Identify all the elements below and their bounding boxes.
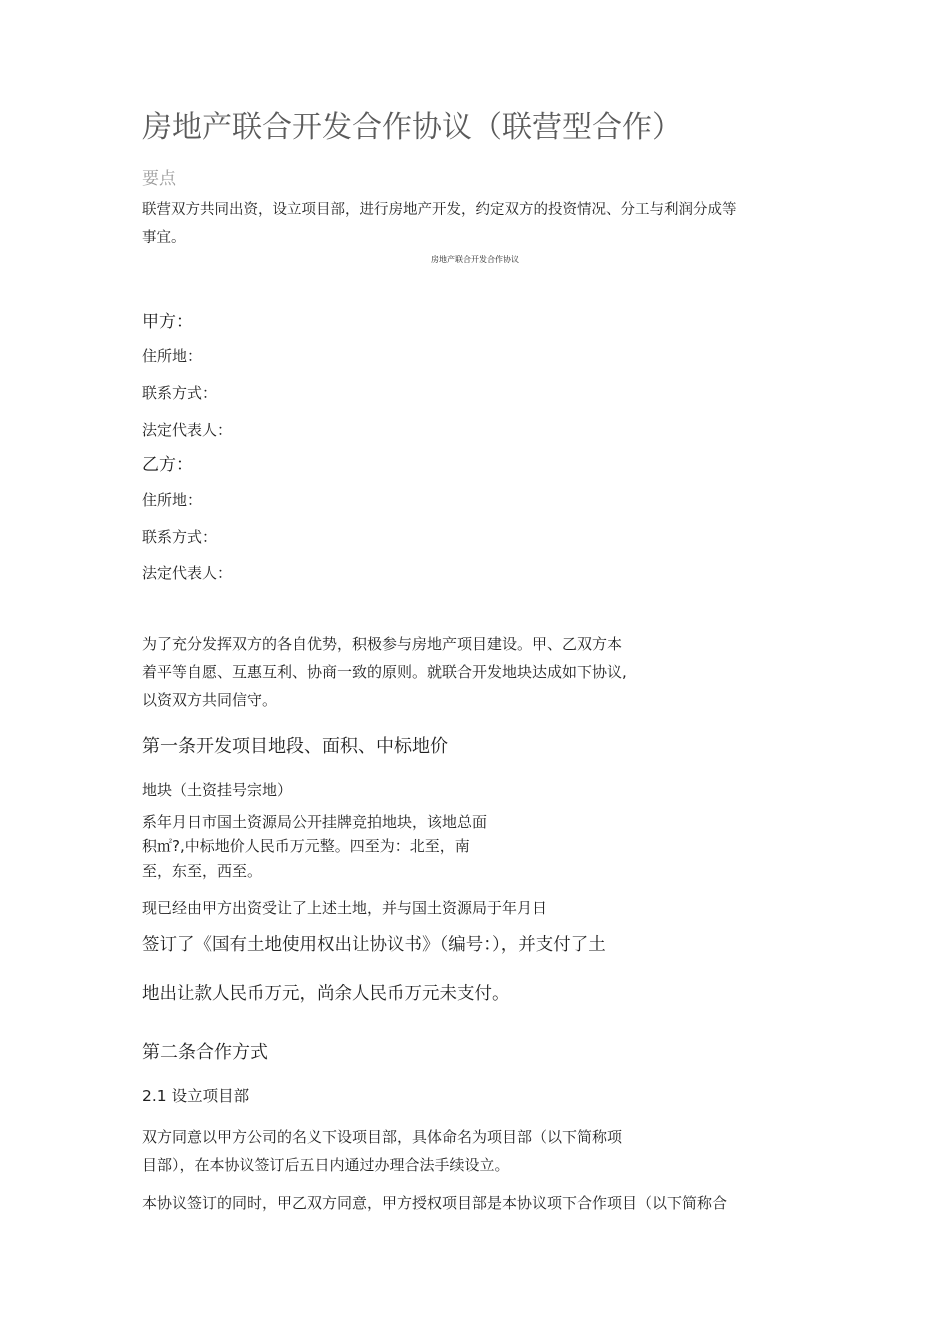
- party-b-address-label: 住所地：: [142, 491, 203, 509]
- party-b-label: 乙方：: [142, 455, 193, 475]
- party-a-label: 甲方：: [142, 312, 193, 332]
- party-a-representative-label: 法定代表人：: [142, 421, 233, 439]
- preamble-line: 着平等自愿、互惠互利、协商一致的原则。就联合开发地块达成如下协议,: [142, 663, 627, 681]
- article-1-heading: 第一条开发项目地段、面积、中标地价: [142, 736, 448, 757]
- document-title: 房地产联合开发合作协议（联营型合作）: [142, 110, 682, 145]
- agreement-title: 房地产联合开发合作协议: [431, 255, 519, 264]
- article-2-paragraph-line: 目部），在本协议签订后五日内通过办理合法手续设立。: [142, 1156, 510, 1174]
- section-2-1-heading: 2.1 设立项目部: [142, 1087, 250, 1105]
- preamble-line: 为了充分发挥双方的各自优势，积极参与房地产项目建设。甲、乙双方本: [142, 635, 623, 653]
- party-b-representative-label: 法定代表人：: [142, 564, 233, 582]
- parcel-line: 系年月日市国土资源局公开挂牌竞拍地块，该地总面: [142, 813, 488, 831]
- summary-line: 联营双方共同出资，设立项目部，进行房地产开发，约定双方的投资情况、分工与利润分成等: [142, 202, 737, 218]
- parcel-line: 积㎡?,中标地价人民币万元整。四至为：北至，南: [142, 837, 470, 855]
- party-a-address-label: 住所地：: [142, 347, 203, 365]
- summary-heading: 要点: [142, 169, 176, 189]
- parcel-label: 地块（土资挂号宗地）: [142, 781, 293, 799]
- parcel-line: 至，东至，西至。: [142, 862, 263, 880]
- contract-line: 签订了《国有土地使用权出让协议书》（编号：），并支付了土: [142, 935, 606, 955]
- preamble-line: 以资双方共同信守。: [142, 691, 278, 709]
- funding-line: 现已经由甲方出资受让了上述土地，并与国土资源局于年月日: [142, 899, 548, 917]
- party-a-contact-label: 联系方式：: [142, 384, 218, 402]
- article-2-paragraph-line: 双方同意以甲方公司的名义下设项目部，具体命名为项目部（以下简称项: [142, 1128, 623, 1146]
- article-2-paragraph-line: 本协议签订的同时，甲乙双方同意，甲方授权项目部是本协议项下合作项目（以下简称合: [142, 1194, 728, 1212]
- contract-line: 地出让款人民币万元，尚余人民币万元未支付。: [142, 984, 510, 1004]
- article-2-heading: 第二条合作方式: [142, 1042, 268, 1063]
- party-b-contact-label: 联系方式：: [142, 528, 218, 546]
- summary-line: 事宜。: [142, 230, 186, 246]
